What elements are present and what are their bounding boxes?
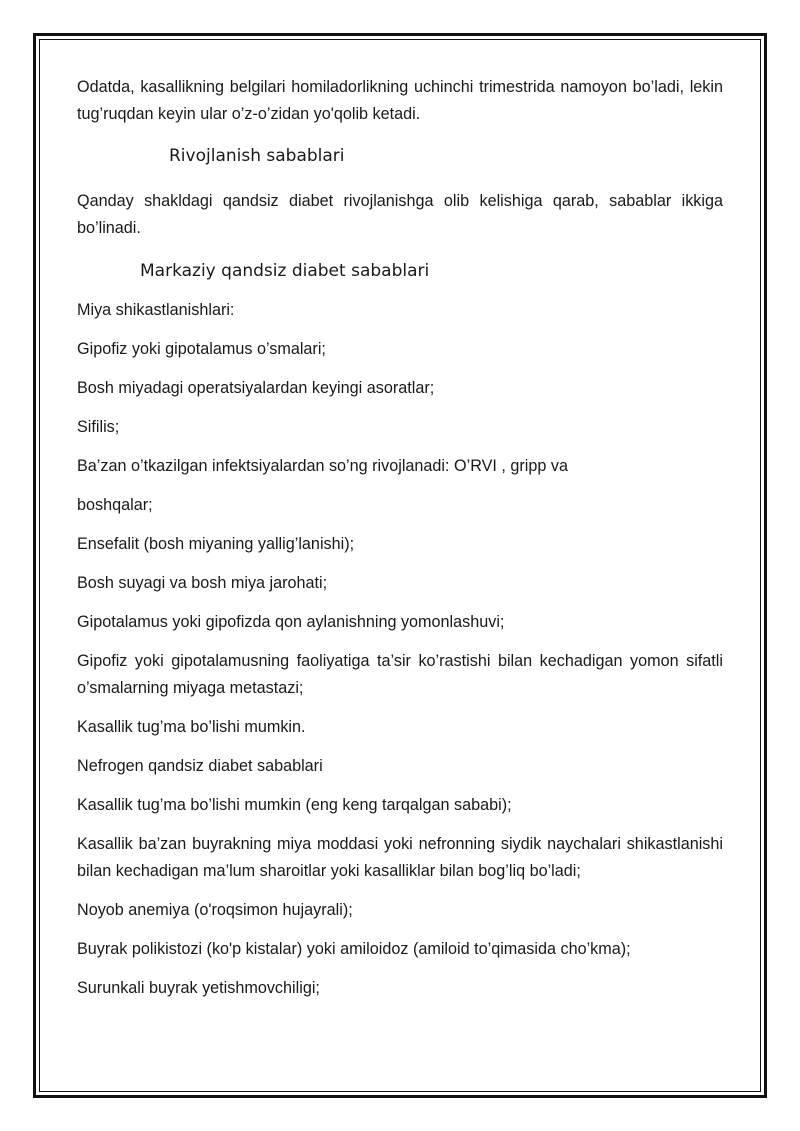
list-item-infections-continued: boshqalar; (77, 496, 153, 514)
list-item-congenital-common: Kasallik tug’ma bo’lishi mumkin (eng keng tarqalgan sababi); (77, 796, 512, 814)
list-item-encephalitis: Ensefalit (bosh miyaning yallig’lanishi); (77, 535, 355, 553)
list-item-syphilis: Sifilis; (77, 418, 120, 436)
list-item-circulation: Gipotalamus yoki gipofizda qon aylanishning yomonlashuvi; (77, 613, 505, 631)
subheading-nephrogenic-causes: Nefrogen qandsiz diabet sabablari (77, 757, 323, 775)
document-body (77, 74, 723, 1002)
list-item-brain-injuries: Miya shikastlanishlari: (77, 301, 235, 319)
list-item-renal-failure: Surunkali buyrak yetishmovchiligi; (77, 979, 320, 997)
list-item-infections: Ba’zan o’tkazilgan infektsiyalardan so’ng rivojlanadi: O’RVI , gripp va (77, 457, 568, 475)
list-item-anemia: Noyob anemiya (o'roqsimon hujayrali); (77, 901, 353, 919)
list-item-surgery-complications: Bosh miyadagi operatsiyalardan keyingi asoratlar; (77, 379, 435, 397)
list-item-polycystic: Buyrak polikistozi (ko'p kistalar) yoki amiloidoz (amiloid to’qimasida cho’kma); (77, 940, 631, 958)
heading-development-causes: Rivojlanish sabablari (169, 146, 345, 166)
paragraph-causes-intro: Qanday shakldagi qandsiz diabet rivojlanishga olib kelishiga qarab, sabablar ikkiga bo’linadi. (77, 192, 723, 237)
list-item-head-trauma: Bosh suyagi va bosh miya jarohati; (77, 574, 328, 592)
list-item-congenital: Kasallik tug’ma bo’lishi mumkin. (77, 718, 306, 736)
list-item-kidney-damage: Kasallik ba’zan buyrakning miya moddasi yoki nefronning siydik naychalari shikastlanishi bilan kechadigan ma’lum sharoitlar yoki kasalliklar bilan bog’liq bo’ladi; (77, 835, 723, 880)
heading-central-diabetes-causes: Markaziy qandsiz diabet sabablari (140, 261, 430, 281)
paragraph-symptoms-timing: Odatda, kasallikning belgilari homiladorlikning uchinchi trimestrida namoyon bo’ladi, lekin tug’ruqdan keyin ular o’z-o’zidan yo'qolib ketadi. (77, 78, 723, 123)
list-item-pituitary-tumors: Gipofiz yoki gipotalamus o’smalari; (77, 340, 326, 358)
list-item-metastasis: Gipofiz yoki gipotalamusning faoliyatiga ta’sir ko’rastishi bilan kechadigan yomon sifatli o’smalarning miyaga metastazi; (77, 652, 723, 697)
